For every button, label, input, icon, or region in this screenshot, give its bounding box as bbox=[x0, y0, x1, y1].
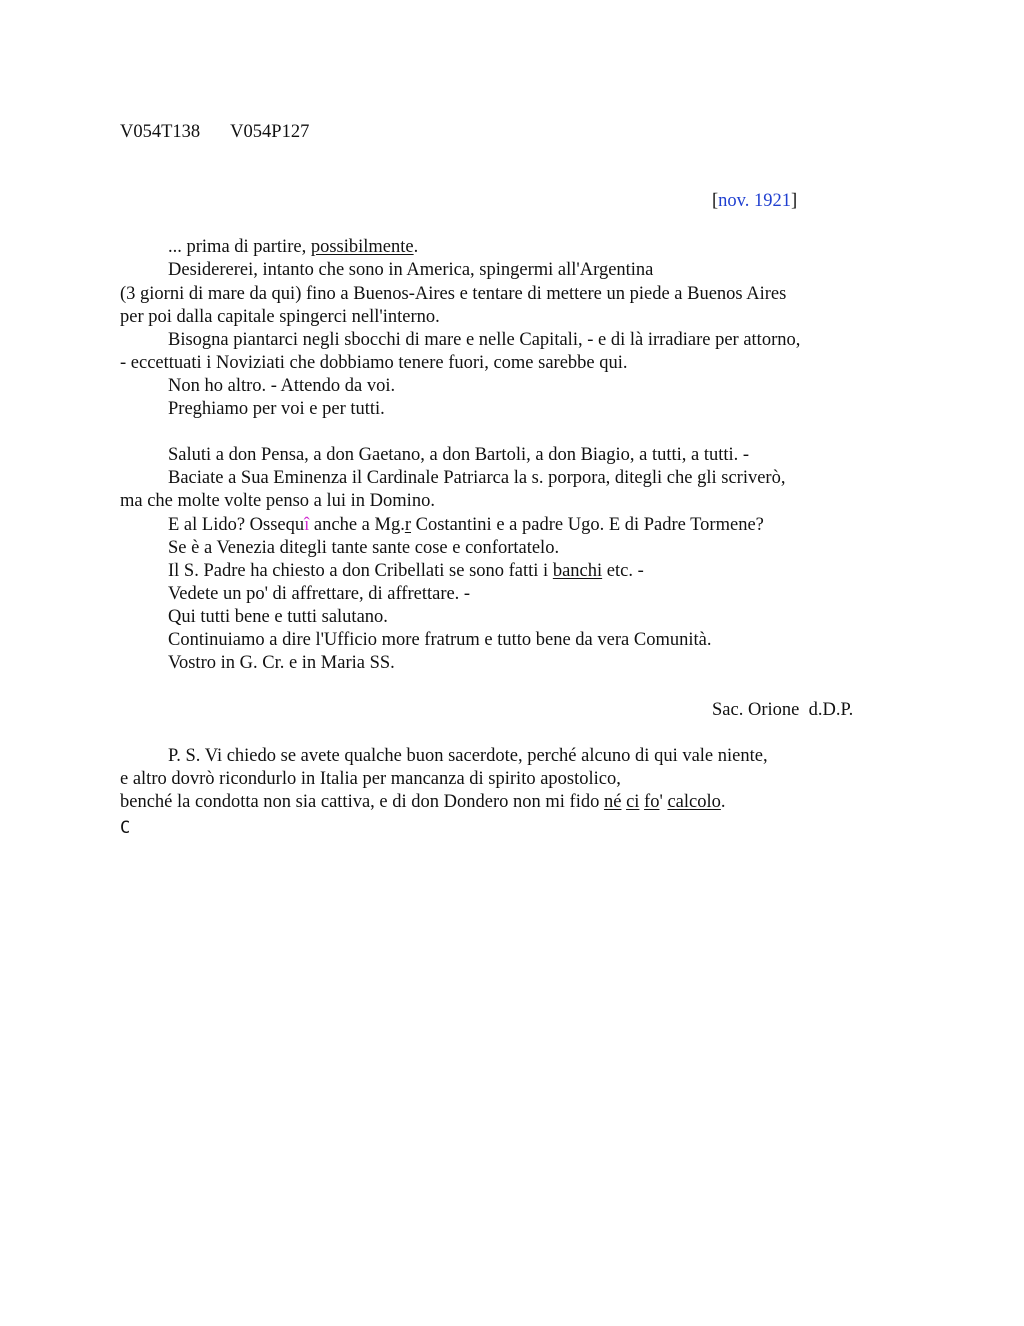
page-code: V054P127 bbox=[230, 122, 310, 142]
letter-line-18: Vostro in G. Cr. e in Maria SS. bbox=[168, 653, 395, 673]
text-run: Costantini e a padre Ugo. E di Padre Tormene? bbox=[411, 515, 764, 535]
signature: Sac. Orione d.D.P. bbox=[712, 700, 854, 720]
text-run: benché la condotta non sia cattiva, e di don Dondero non mi fido bbox=[120, 792, 604, 812]
letter-line-11: ma che molte volte penso a lui in Domino. bbox=[120, 491, 435, 511]
letter-line-12 bbox=[168, 514, 764, 537]
volume-code: V054T138 bbox=[120, 122, 201, 142]
letter-line-8: Preghiamo per voi e per tutti. bbox=[168, 399, 385, 419]
date-text: nov. 1921 bbox=[718, 191, 791, 211]
postscript-line-3 bbox=[120, 791, 725, 814]
letter-line-16: Qui tutti bene e tutti salutano. bbox=[168, 607, 388, 627]
underlined-abbrev: r bbox=[404, 515, 412, 535]
letter-line-14 bbox=[168, 560, 644, 583]
letter-line-3: (3 giorni di mare da qui) fino a Buenos-Aires e tentare di mettere un piede a Buenos Aires bbox=[120, 284, 787, 304]
letter-line-10: Baciate a Sua Eminenza il Cardinale Patriarca la s. porpora, ditegli che gli scriverò, bbox=[168, 468, 786, 488]
date-bracket-close: ] bbox=[790, 191, 798, 211]
postscript-line-2: e altro dovrò ricondurlo in Italia per mancanza di spirito apostolico, bbox=[120, 769, 621, 789]
text-run: E al Lido? Ossequ bbox=[168, 515, 305, 535]
letter-line-13: Se è a Venezia ditegli tante sante cose e confortatelo. bbox=[168, 538, 560, 558]
text-run: ... prima di partire, bbox=[168, 237, 311, 257]
letter-line-2: Desidererei, intanto che sono in America, spingermi all'Argentina bbox=[168, 260, 654, 280]
letter-line-15: Vedete un po' di affrettare, di affrettare. - bbox=[168, 584, 471, 604]
text-run: Il S. Padre ha chiesto a don Cribellati se sono fatti i bbox=[168, 561, 553, 581]
underlined-word: possibilmente bbox=[310, 237, 414, 257]
letter-line-7: Non ho altro. - Attendo da voi. bbox=[168, 376, 396, 396]
letter-line-9: Saluti a don Pensa, a don Gaetano, a don Bartoli, a don Biagio, a tutti, a tutti. - bbox=[168, 445, 750, 465]
highlighted-char: î bbox=[304, 515, 310, 535]
underlined-word: banchi bbox=[552, 561, 603, 581]
text-run: ' bbox=[659, 792, 668, 812]
underlined-word: né bbox=[603, 792, 622, 812]
letter-line-17: Continuiamo a dire l'Ufficio more fratrum e tutto bene da vera Comunità. bbox=[168, 630, 712, 650]
letter-line-1 bbox=[168, 236, 418, 259]
postscript-line-1: P. S. Vi chiedo se avete qualche buon sacerdote, perché alcuno di qui vale niente, bbox=[168, 746, 768, 766]
text-run: anche a Mg. bbox=[309, 515, 405, 535]
letter-line-5: Bisogna piantarci negli sbocchi di mare e nelle Capitali, - e di là irradiare per attorno, bbox=[168, 330, 801, 350]
letter-line-6: - eccettuati i Noviziati che dobbiamo tenere fuori, come sarebbe qui. bbox=[120, 353, 628, 373]
underlined-word: calcolo bbox=[667, 792, 721, 812]
text-run: etc. - bbox=[602, 561, 644, 581]
text-run: . bbox=[720, 792, 726, 812]
footer-mark: C bbox=[120, 818, 131, 838]
underlined-word: ci bbox=[626, 792, 640, 812]
date-bracket-open: [ bbox=[712, 191, 719, 211]
letter-date bbox=[712, 190, 797, 213]
archive-codes bbox=[120, 121, 309, 144]
text-run: . bbox=[413, 237, 419, 257]
underlined-word: fo bbox=[644, 792, 660, 812]
letter-line-4: per poi dalla capitale spingerci nell'interno. bbox=[120, 307, 440, 327]
